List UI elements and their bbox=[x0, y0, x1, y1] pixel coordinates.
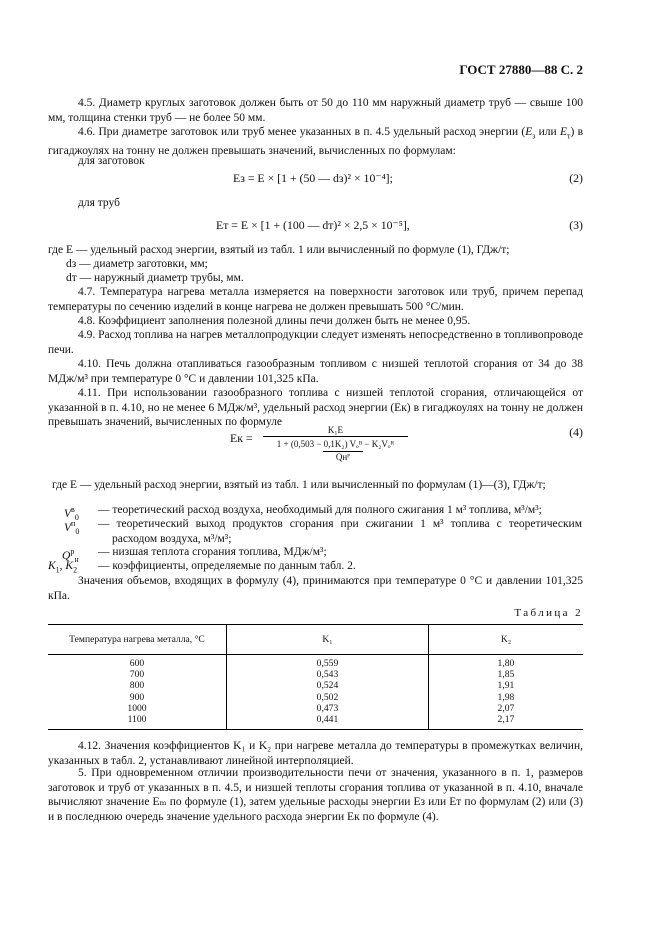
formula-3-number: (3) bbox=[569, 218, 583, 232]
para-4-11: 4.11. При использовании газообразного топлива с низшей теплотой сгорания, отличающейся от указанной в п. 4.10, но не менее 6 МДж/м³, удельный расход энергии (Eк) в гигаджоулях на тонну не должен превышать значений, вычисленных по формуле bbox=[48, 387, 583, 429]
formula-2: Eз = E × [1 + (50 — dз)² × 10⁻⁴]; bbox=[233, 171, 393, 185]
cell: 0,524 bbox=[227, 680, 429, 691]
cell: 0,502 bbox=[227, 692, 429, 703]
cell: 0,441 bbox=[227, 714, 429, 730]
page-header: ГОСТ 27880—88 С. 2 bbox=[459, 62, 583, 77]
where-dz: dз — диаметр заготовки, мм; bbox=[66, 258, 208, 270]
para-4-8: 4.8. Коэффициент заполнения полезной длины печи должен быть не менее 0,95. bbox=[78, 315, 471, 327]
table-2 bbox=[48, 624, 583, 730]
para-4-5: 4.5. Диаметр круглых заготовок должен быть от 50 до 110 мм наружный диаметр труб — свыше 100 мм, толщина стенки труб — не более 50 мм. bbox=[48, 97, 583, 124]
table-header-temp: Температура нагрева металла, °С bbox=[48, 625, 227, 655]
cell: 800 bbox=[129, 680, 145, 692]
cell: 1000 bbox=[127, 702, 147, 714]
where-E: где E — удельный расход энергии, взятый из табл. 1 или вычисленный по формуле (1), ГДж/т; bbox=[48, 244, 510, 256]
cell: 1,98 bbox=[428, 692, 583, 703]
cell: 0,543 bbox=[227, 669, 429, 680]
cell: 900 bbox=[129, 691, 145, 703]
table-row bbox=[48, 669, 583, 680]
para-4-6-part-c: ) в гигаджоулях на тонну не должен превышать значений, вычисленных по формулам: bbox=[48, 126, 583, 157]
para-4-6-part-a: 4.6. При диаметре заготовок или труб менее указанных в п. 4.5 удельный расход энергии ( bbox=[78, 126, 526, 138]
where2-Vb: — теоретический расход воздуха, необходимый для полного сжигания 1 м³ топлива, м³/м³; bbox=[98, 504, 542, 516]
cell: 1100 bbox=[48, 714, 227, 730]
where-dt: dт — наружный диаметр трубы, мм. bbox=[66, 272, 244, 284]
formula-2-number: (2) bbox=[569, 171, 583, 185]
para-4-12: 4.12. Значения коэффициентов K₁ и K₂ при нагреве металла до температуры в промежутках величин, указанных в табл. 2, устанавливают линейной интерполяцией. bbox=[48, 740, 583, 767]
table-row bbox=[48, 680, 583, 691]
cell: 700 bbox=[129, 669, 145, 681]
where2-E: где E — удельный расход энергии, взятый из табл. 1 или вычисленный по формулам (1)—(3), ГДж/т; bbox=[52, 479, 546, 491]
cell: 1,80 bbox=[428, 655, 583, 670]
para-4-10: 4.10. Печь должна отапливаться газообразным топливом с низшей теплотой сгорания от 34 до 38 МДж/м³ при температуре 0 °С и давлении 101,325 кПа. bbox=[48, 358, 583, 385]
where2-Q-symbol: $Q^р_н$ bbox=[62, 547, 79, 565]
where2-Vb-symbol: $V^в_0$ bbox=[64, 505, 79, 523]
where2-K-symbol: $K_1$, $K_2$ bbox=[48, 560, 78, 575]
para-4-6: 4.6. При диаметре заготовок или труб менее указанных в п. 4.5 удельный расход энергии ($E_з$ или $E_т$) в гигаджоулях на тонну не должен превышать значений, вычисленных по формулам: bbox=[48, 126, 583, 157]
para-4-9: 4.9. Расход топлива на нагрев металлопродукции следует изменять непосредственно в топливопроводе печи. bbox=[48, 329, 583, 356]
para-4-6-part-b: или bbox=[535, 126, 560, 138]
cell: 0,559 bbox=[227, 655, 429, 670]
formula-4-fraction bbox=[263, 425, 408, 462]
where2-Vr: — теоретический выход продуктов сгорания при сжигании 1 м³ топлива с теоретическим расходом воздуха, м³/м³; bbox=[98, 518, 582, 545]
where2-K: — коэффициенты, определяемые по данным табл. 2. bbox=[98, 560, 356, 572]
table-header-k1: K₁ bbox=[227, 625, 429, 655]
table-header-k2: K₂ bbox=[428, 625, 583, 655]
table-row bbox=[48, 655, 583, 670]
cell: 0,473 bbox=[227, 703, 429, 714]
para-4-7: 4.7. Температура нагрева металла измеряется на поверхности заготовок или труб, причем перепад температуры по сечению изделий в конце нагрева не должен превышать 500 °С/мин. bbox=[48, 286, 583, 313]
formula-3: Eт = E × [1 + (100 — dт)² × 2,5 × 10⁻⁵], bbox=[216, 218, 410, 232]
formula-4-denominator: 1 + (0,503 − 0,1K₂) Vₒᴮ − K₂Vₒᴿ bbox=[263, 436, 408, 449]
where2-Vr-symbol: $V^п_0$ bbox=[64, 519, 80, 537]
para-values: Значения объемов, входящих в формулу (4), принимаются при температуре 0 °С и давлении 101,325 кПа. bbox=[48, 575, 583, 602]
cell: 2,17 bbox=[428, 714, 583, 730]
cell: 1,85 bbox=[428, 669, 583, 680]
label-pipes: для труб bbox=[78, 197, 120, 209]
where2-Q: — низшая теплота сгорания топлива, МДж/м³; bbox=[98, 546, 327, 558]
formula-4-denominator-q: Qнᴾ bbox=[323, 451, 363, 462]
table-header-row bbox=[48, 625, 583, 655]
cell: 1,91 bbox=[428, 680, 583, 691]
label-blanks: для заготовок bbox=[78, 155, 145, 167]
table-caption: Таблица 2 bbox=[514, 607, 583, 619]
table-row bbox=[48, 714, 583, 730]
formula-4-numerator: K₁E bbox=[327, 425, 344, 435]
cell: 2,07 bbox=[428, 703, 583, 714]
para-5: 5. При одновременном отличии производительности печи от значения, указанного в п. 1, размеров заготовок и труб от указанных в п. 4.5, и низшей теплоты сгорания топлива от указанной в п. 4.10, вначале вычисляют значение Eₘ по формуле (1), затем удельные расходы энергии Eз или Eт по формулам (2) или (3) и в последнюю очередь значение удельного расхода энергии Eк по формуле (4). bbox=[48, 767, 583, 823]
table-row bbox=[48, 703, 583, 714]
cell: 600 bbox=[129, 658, 145, 669]
formula-4-lhs: Eк = bbox=[230, 431, 253, 445]
formula-4-number: (4) bbox=[569, 425, 583, 439]
table-row bbox=[48, 692, 583, 703]
